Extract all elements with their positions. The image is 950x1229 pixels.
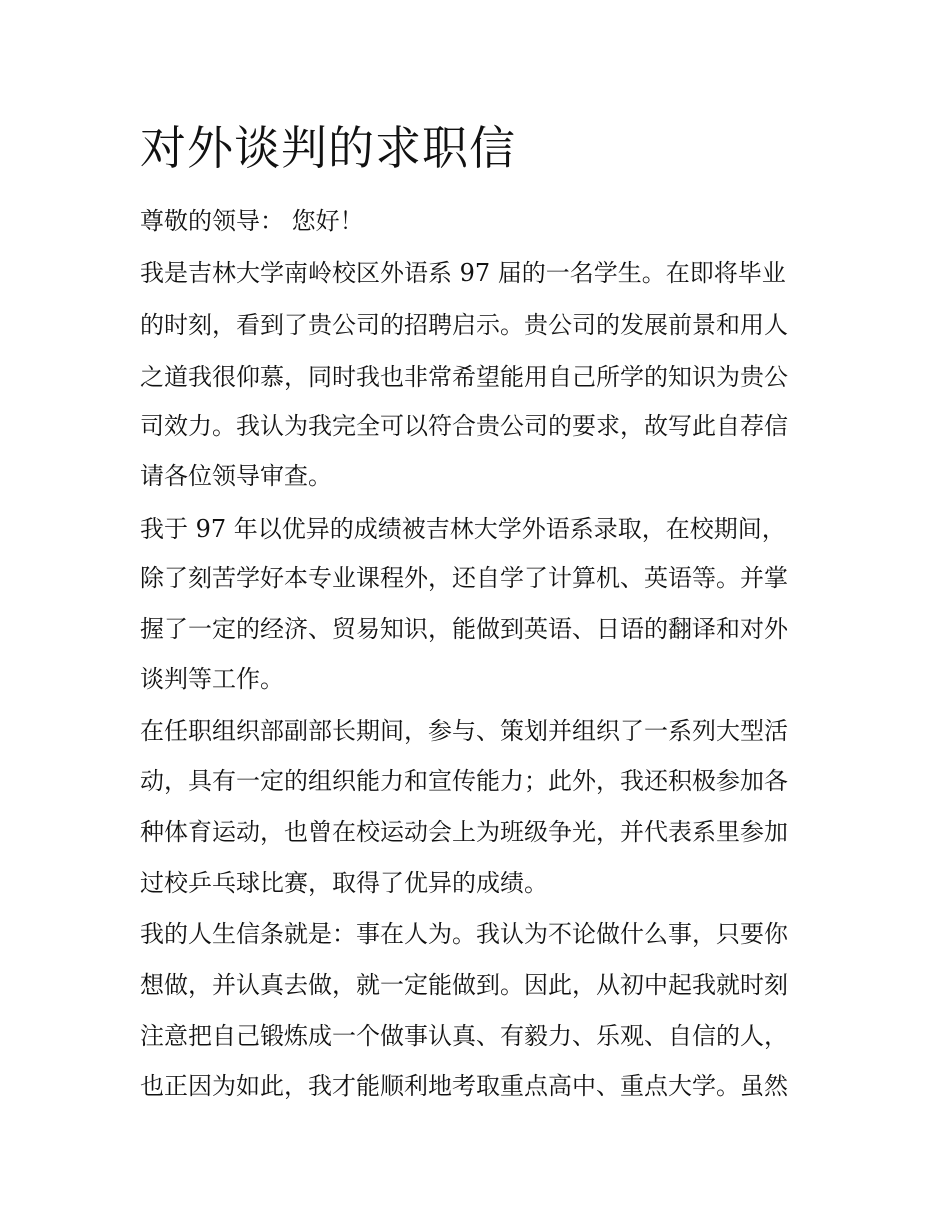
body-line: 我的人生信条就是：事在人为。我认为不论做什么事，只要你 [140, 920, 788, 948]
body-line: 我于 97 年以优异的成绩被吉林大学外语系录取，在校期间， [140, 515, 786, 543]
body-line: 的时刻，看到了贵公司的招聘启示。贵公司的发展前景和用人 [140, 311, 788, 339]
body-line: 注意把自己锻炼成一个做事认真、有毅力、乐观、自信的人， [140, 1022, 788, 1050]
greeting-line: 尊敬的领导： 您好！ [140, 207, 364, 235]
body-line: 司效力。我认为我完全可以符合贵公司的要求，故写此自荐信 [140, 412, 788, 440]
body-line: 我是吉林大学南岭校区外语系 97 届的一名学生。在即将毕业 [140, 259, 786, 287]
body-line: 除了刻苦学好本专业课程外，还自学了计算机、英语等。并掌 [140, 564, 788, 592]
document-title: 对外谈判的求职信 [140, 121, 516, 175]
body-line: 种体育运动，也曾在校运动会上为班级争光，并代表系里参加 [140, 818, 788, 846]
body-line: 过校乒乓球比赛，取得了优异的成绩。 [140, 869, 548, 897]
body-line: 谈判等工作。 [140, 665, 284, 693]
body-line: 也正因为如此，我才能顺利地考取重点高中、重点大学。虽然 [140, 1072, 788, 1100]
body-line: 想做，并认真去做，就一定能做到。因此，从初中起我就时刻 [140, 971, 788, 999]
body-line: 握了一定的经济、贸易知识，能做到英语、日语的翻译和对外 [140, 615, 788, 643]
body-line: 动，具有一定的组织能力和宣传能力；此外，我还积极参加各 [140, 767, 788, 795]
body-line: 在任职组织部副部长期间，参与、策划并组织了一系列大型活 [140, 717, 788, 745]
body-line: 请各位领导审查。 [140, 462, 332, 490]
body-line: 之道我很仰慕，同时我也非常希望能用自己所学的知识为贵公 [140, 363, 788, 391]
